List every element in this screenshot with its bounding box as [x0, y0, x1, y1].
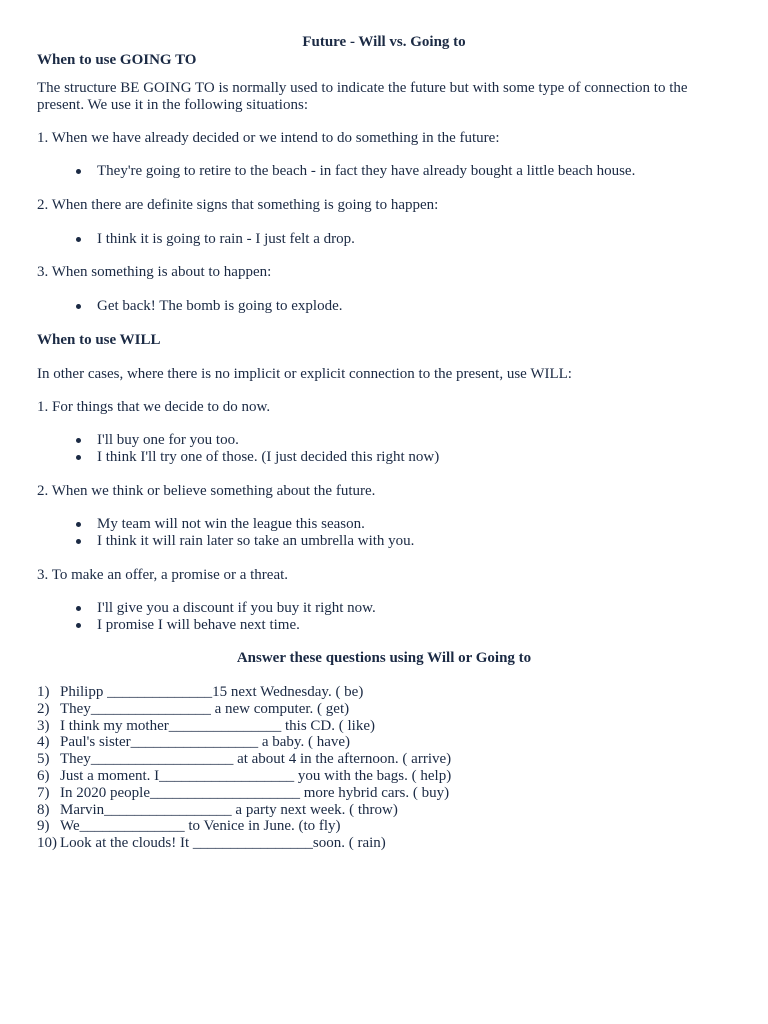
exercise-question [37, 751, 451, 768]
question-text: Paul's sister_________________ a baby. ( have) [60, 734, 351, 751]
question-text: Just a moment. I__________________ you with the bags. ( help) [60, 767, 452, 784]
going-to-heading: When to use GOING TO [37, 52, 197, 68]
example-item: I think it is going to rain - I just felt a drop. [97, 231, 355, 247]
question-text: They________________ a new computer. ( get) [60, 700, 350, 717]
question-text: Marvin_________________ a party next week. ( throw) [60, 801, 398, 818]
exercise-question [37, 701, 451, 718]
example-item: I think it will rain later so take an umbrella with you. [97, 533, 415, 549]
question-number: 10) [37, 835, 57, 852]
page-title: Future - Will vs. Going to [302, 34, 466, 50]
exercise-question [37, 818, 451, 835]
going-to-point-2: 2. When there are definite signs that something is going to happen: [37, 197, 439, 213]
question-number: 6) [37, 767, 50, 784]
example-item: I'll give you a discount if you buy it right now. [97, 600, 376, 616]
going-to-examples-2 [97, 231, 355, 248]
exercise-question [37, 768, 451, 785]
question-text: Look at the clouds! It ________________soon. ( rain) [60, 835, 386, 852]
question-number: 3) [37, 717, 50, 734]
exercise-question [37, 734, 451, 751]
example-item: Get back! The bomb is going to explode. [97, 298, 343, 314]
exercise-question [37, 835, 451, 852]
will-point-3: 3. To make an offer, a promise or a threat. [37, 567, 289, 583]
going-to-point-1: 1. When we have already decided or we intend to do something in the future: [37, 130, 500, 146]
question-text: They___________________ at about 4 in the afternoon. ( arrive) [60, 751, 452, 768]
question-text: I think my mother_______________ this CD. ( like) [60, 717, 375, 734]
question-number: 9) [37, 818, 50, 835]
exercise-question [37, 802, 451, 819]
question-text: In 2020 people____________________ more hybrid cars. ( buy) [60, 784, 450, 801]
example-item: I'll buy one for you too. [97, 432, 439, 449]
going-to-examples-1 [97, 163, 635, 180]
exercise-question [37, 785, 451, 802]
question-number: 4) [37, 734, 50, 751]
will-intro: In other cases, where there is no implicit or explicit connection to the present, use WILL: [37, 366, 572, 382]
will-examples-2 [97, 516, 414, 550]
going-to-point-3: 3. When something is about to happen: [37, 264, 272, 280]
exercise-question [37, 718, 451, 735]
going-to-examples-3 [97, 298, 343, 315]
will-point-1: 1. For things that we decide to do now. [37, 399, 271, 415]
question-text: We______________ to Venice in June. (to fly) [60, 818, 341, 835]
going-to-intro: The structure BE GOING TO is normally used to indicate the future but with some type of connection to the present. We use it in the following situations: [37, 80, 688, 113]
exercise-list [37, 684, 451, 852]
example-item: They're going to retire to the beach - in fact they have already bought a little beach house. [97, 163, 636, 179]
question-number: 5) [37, 751, 50, 768]
example-item: I promise I will behave next time. [97, 617, 376, 634]
will-point-2: 2. When we think or believe something about the future. [37, 483, 376, 499]
will-examples-1 [97, 432, 439, 466]
question-number: 7) [37, 784, 50, 801]
example-item: I think I'll try one of those. (I just decided this right now) [97, 449, 440, 465]
exercise-question [37, 684, 451, 701]
will-heading: When to use WILL [37, 332, 161, 348]
exercise-heading: Answer these questions using Will or Going to [236, 650, 532, 666]
question-text: Philipp ______________15 next Wednesday. ( be) [60, 684, 364, 700]
question-number: 1) [37, 684, 50, 700]
example-item: My team will not win the league this season. [97, 516, 414, 533]
will-examples-3 [97, 600, 376, 634]
question-number: 2) [37, 700, 50, 717]
question-number: 8) [37, 801, 50, 818]
